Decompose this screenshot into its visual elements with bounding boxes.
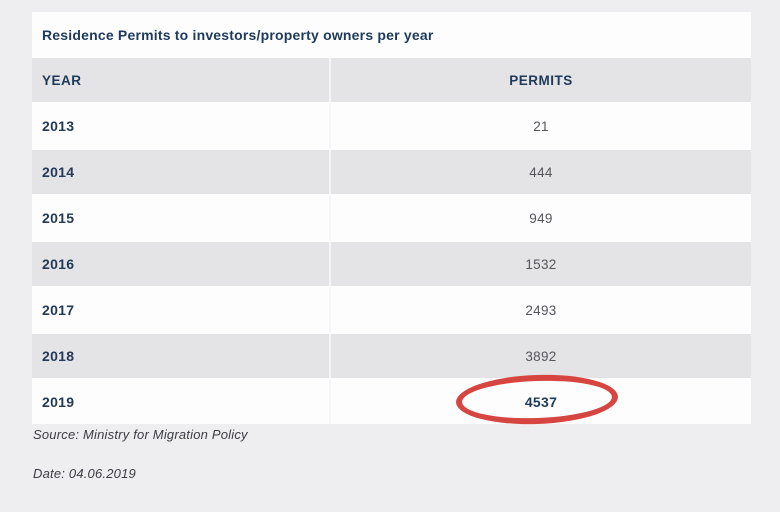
year-cell: 2017 (42, 302, 75, 318)
table-row (32, 242, 751, 286)
column-header-permits: PERMITS (329, 58, 751, 102)
year-cell: 2015 (42, 210, 75, 226)
permits-cell: 949 (329, 196, 751, 240)
year-cell: 2019 (42, 394, 75, 410)
permits-cell: 444 (329, 150, 751, 194)
year-cell: 2013 (42, 118, 75, 134)
year-cell: 2014 (42, 164, 75, 180)
table-row (32, 150, 751, 194)
table-title: Residence Permits to investors/property owners per year (32, 12, 751, 58)
permits-table-card (32, 12, 751, 424)
date-note: Date: 04.06.2019 (33, 466, 136, 481)
table-header-row (32, 58, 751, 102)
table-row (32, 334, 751, 378)
year-cell: 2018 (42, 348, 75, 364)
source-note: Source: Ministry for Migration Policy (33, 427, 248, 442)
permits-cell: 4537 (329, 380, 751, 424)
year-cell: 2016 (42, 256, 75, 272)
column-header-year: YEAR (42, 72, 82, 88)
table-row (32, 196, 751, 240)
permits-cell: 21 (329, 104, 751, 148)
permits-cell: 1532 (329, 242, 751, 286)
table-row (32, 288, 751, 332)
permits-cell: 3892 (329, 334, 751, 378)
table-row-highlighted (32, 380, 751, 424)
permits-cell: 2493 (329, 288, 751, 332)
table-row (32, 104, 751, 148)
